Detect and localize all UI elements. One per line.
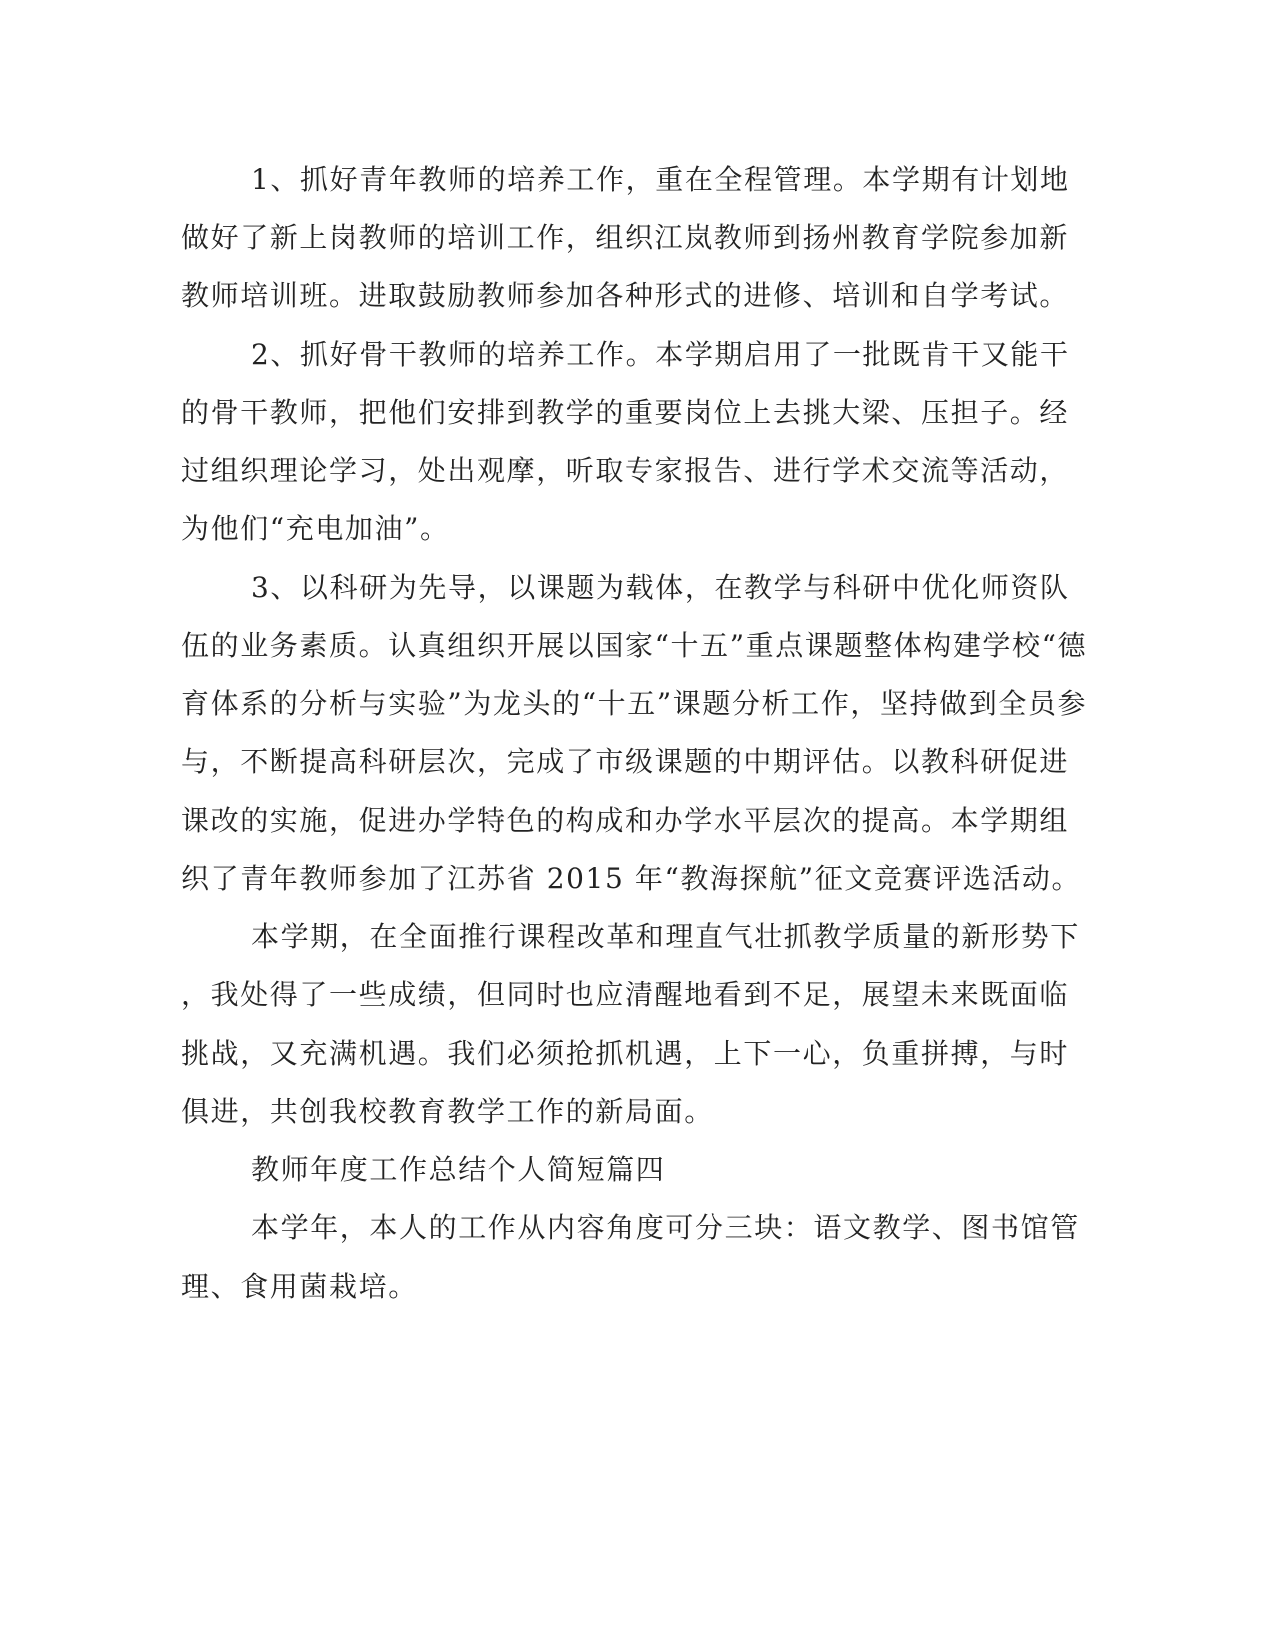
paragraph-1-line-1: 1、抓好青年教师的培养工作，重在全程管理。本学期有计划地: [251, 163, 1070, 196]
paragraph-5-line-1: 本学年，本人的工作从内容角度可分三块：语文教学、图书馆管: [251, 1211, 1080, 1244]
paragraph-5-line-2: 理、食用菌栽培。: [181, 1270, 418, 1303]
paragraph-4-line-4: 俱进，共创我校教育教学工作的新局面。: [181, 1095, 714, 1128]
paragraph-1-line-2: 做好了新上岗教师的培训工作，组织江岚教师到扬州教育学院参加新: [181, 221, 1070, 254]
paragraph-1-line-3: 教师培训班。进取鼓励教师参加各种形式的进修、培训和自学考试。: [181, 279, 1070, 312]
paragraph-3-line-3: 育体系的分析与实验”为龙头的“十五”课题分析工作，坚持做到全员参: [181, 687, 1088, 720]
paragraph-2-line-2: 的骨干教师，把他们安排到教学的重要岗位上去挑大梁、压担子。经: [181, 396, 1070, 429]
paragraph-3-line-5: 课改的实施，促进办学特色的构成和办学水平层次的提高。本学期组: [181, 804, 1070, 837]
paragraph-3-line-4: 与，不断提高科研层次，完成了市级课题的中期评估。以教科研促进: [181, 745, 1070, 778]
paragraph-2-line-4: 为他们“充电加油”。: [181, 512, 450, 545]
paragraph-2-line-3: 过组织理论学习，处出观摩，听取专家报告、进行学术交流等活动，: [181, 454, 1070, 487]
section-heading: 教师年度工作总结个人简短篇四: [251, 1153, 666, 1186]
paragraph-3-line-1: 3、以科研为先导，以课题为载体，在教学与科研中优化师资队: [251, 571, 1070, 604]
paragraph-4-line-2: ，我处得了一些成绩，但同时也应清醒地看到不足，展望未来既面临: [181, 978, 1070, 1011]
paragraph-4-line-3: 挑战，又充满机遇。我们必须抢抓机遇，上下一心，负重拼搏，与时: [181, 1037, 1070, 1070]
paragraph-2-line-1: 2、抓好骨干教师的培养工作。本学期启用了一批既肯干又能干: [251, 338, 1070, 371]
paragraph-3-line-6: 织了青年教师参加了江苏省 2015 年“教海探航”征文竞赛评选活动。: [181, 862, 1082, 895]
paragraph-4-line-1: 本学期，在全面推行课程改革和理直气壮抓教学质量的新形势下: [251, 920, 1080, 953]
paragraph-3-line-2: 伍的业务素质。认真组织开展以国家“十五”重点课题整体构建学校“德: [181, 629, 1088, 662]
